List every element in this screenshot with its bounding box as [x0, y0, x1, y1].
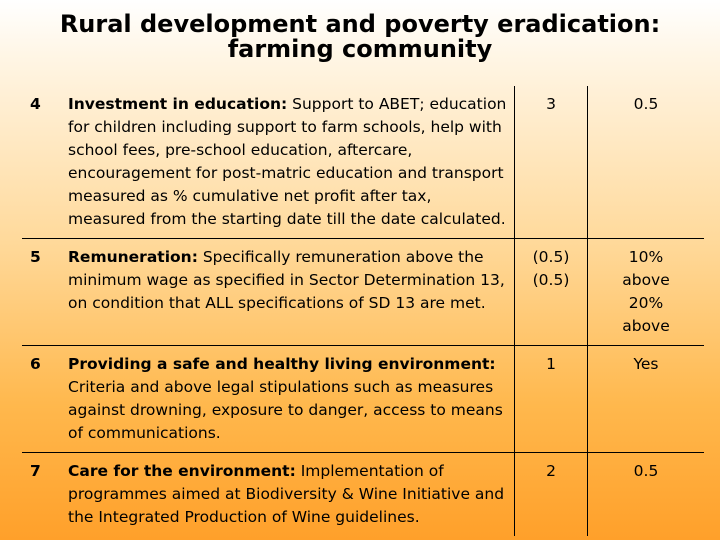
title-line-1: Rural development and poverty eradication:: [59, 10, 661, 38]
row-text: Implementation of programmes aimed at Biodiversity & Wine Initiative and the Integrated Production of Wine guidelines.: [68, 462, 505, 526]
table-row: [22, 453, 704, 537]
weight-value: Yes: [633, 355, 659, 373]
row-number: 5: [22, 239, 62, 346]
weight-cell: [588, 453, 705, 537]
weight-value: 0.5: [633, 462, 659, 480]
row-description: [62, 239, 515, 346]
row-description: [62, 86, 515, 239]
weight-value: 0.5: [633, 95, 659, 113]
row-text: Criteria and above legal stipulations such as measures against drowning, exposure to danger, access to means of communications.: [68, 378, 503, 442]
score-cell: [515, 239, 588, 346]
row-text: Specifically remuneration above the minimum wage as specified in Sector Determination 13, on condition that ALL specifications of SD 13 are met.: [68, 248, 505, 312]
score-value: 1: [546, 355, 556, 373]
weight-value: 20% above: [622, 294, 670, 335]
weight-cell: [588, 86, 705, 239]
row-heading: Investment in education:: [68, 95, 288, 113]
row-number: 6: [22, 346, 62, 453]
row-text: Support to ABET; education for children including support to farm schools, help with school fees, pre-school education, aftercare, encouragement for post-matric education and transport measured as % cumulative net profit after tax, measured from the starting date till the date calculated.: [68, 95, 507, 228]
score-cell: [515, 86, 588, 239]
score-value: (0.5): [532, 271, 570, 289]
weight-value: 10% above: [622, 248, 670, 289]
table-row: [22, 86, 704, 239]
weight-cell: [588, 346, 705, 453]
criteria-table: [22, 86, 704, 536]
score-value: (0.5): [532, 248, 570, 266]
table-row: [22, 239, 704, 346]
row-number: 7: [30, 462, 41, 480]
score-cell: [515, 346, 588, 453]
row-description: [62, 346, 515, 453]
title-line-2: farming community: [227, 35, 493, 63]
score-cell: [515, 453, 588, 537]
page-title: [0, 12, 720, 62]
row-number: 4: [22, 86, 62, 239]
weight-cell: [588, 239, 705, 346]
row-heading: Remuneration:: [68, 248, 198, 266]
score-value: 3: [546, 95, 556, 113]
row-heading: Providing a safe and healthy living environment:: [68, 355, 496, 373]
score-value: 2: [546, 462, 556, 480]
row-description: [62, 453, 515, 537]
row-heading: Care for the environment:: [68, 462, 296, 480]
table-row: [22, 346, 704, 453]
